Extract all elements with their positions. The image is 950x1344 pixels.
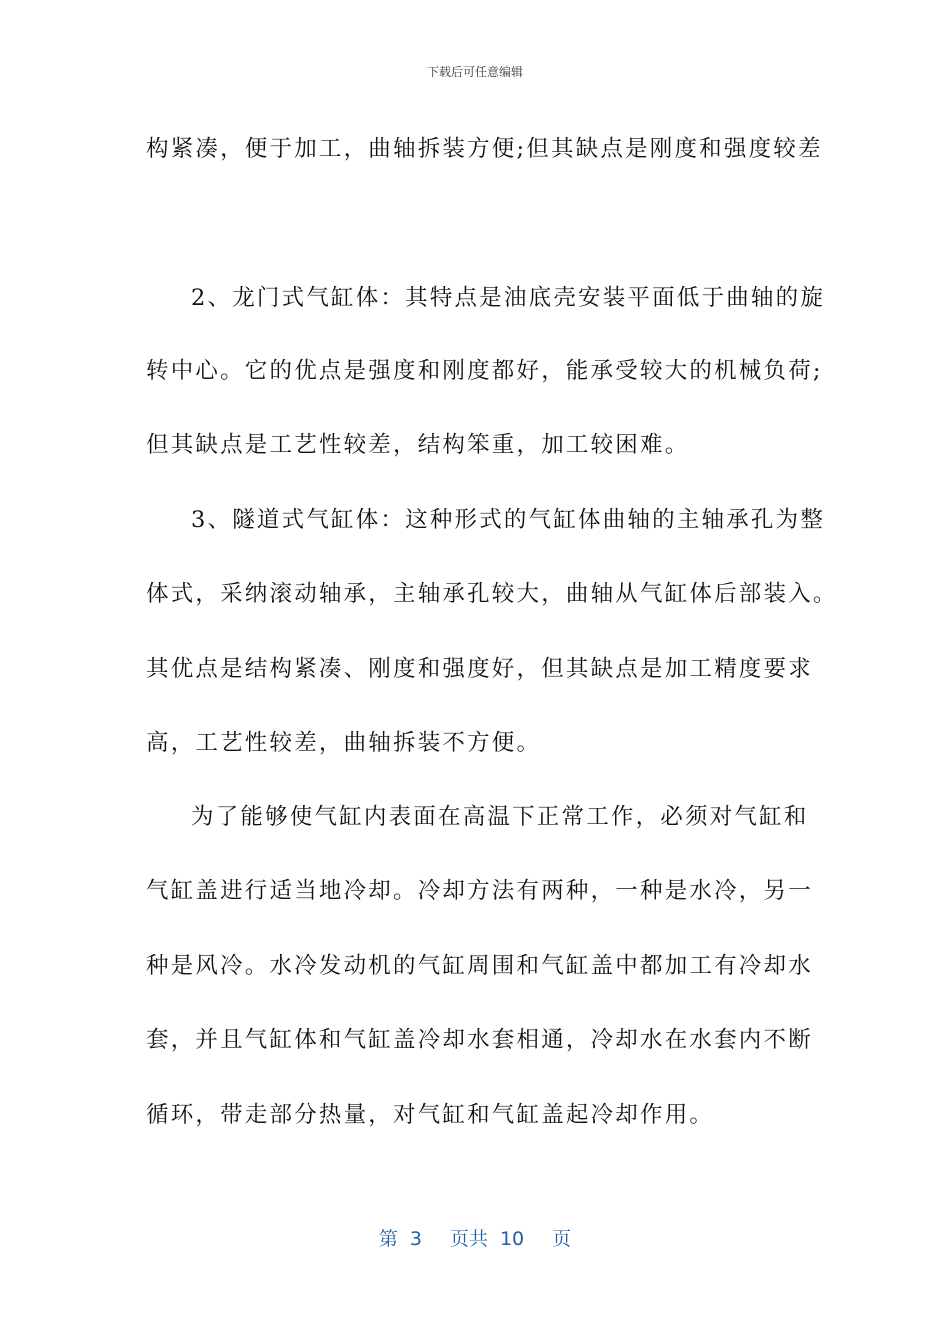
text-line: 种是风冷。水冷发动机的气缸周围和气缸盖中都加工有冷却水 xyxy=(146,953,813,979)
text-line: 为了能够使气缸内表面在高温下正常工作，必须对气缸和 xyxy=(191,804,809,830)
page-footer xyxy=(0,1226,950,1252)
text-line: 循环，带走部分热量，对气缸和气缸盖起冷却作用。 xyxy=(146,1102,715,1128)
total-pages-number: 10 xyxy=(499,1228,525,1250)
text-line: 2、龙门式气缸体：其特点是油底壳安装平面低于曲轴的旋 xyxy=(191,285,826,311)
page-label-suffix: 页 xyxy=(552,1228,572,1250)
text-line: 气缸盖进行适当地冷却。冷却方法有两种，一种是水冷，另一 xyxy=(146,878,813,904)
text-line: 套，并且气缸体和气缸盖冷却水套相通，冷却水在水套内不断 xyxy=(146,1027,813,1053)
current-page-number: 3 xyxy=(409,1228,422,1250)
text-line: 3、隧道式气缸体：这种形式的气缸体曲轴的主轴承孔为整 xyxy=(191,507,826,533)
text-line: 转中心。它的优点是强度和刚度都好，能承受较大的机械负荷; xyxy=(146,358,823,384)
text-line: 但其缺点是工艺性较差，结构笨重，加工较困难。 xyxy=(146,432,690,458)
page-label-prefix: 第 xyxy=(378,1228,398,1250)
page-header: 下载后可任意编辑 xyxy=(426,65,523,79)
page-label-mid: 页共 xyxy=(449,1228,488,1250)
text-line: 体式，采纳滚动轴承，主轴承孔较大，曲轴从气缸体后部装入。 xyxy=(146,581,838,607)
text-line: 构紧凑，便于加工，曲轴拆装方便;但其缺点是刚度和强度较差 xyxy=(146,136,823,162)
text-line: 高，工艺性较差，曲轴拆装不方便。 xyxy=(146,730,542,756)
text-line: 其优点是结构紧凑、刚度和强度好，但其缺点是加工精度要求 xyxy=(146,656,813,682)
